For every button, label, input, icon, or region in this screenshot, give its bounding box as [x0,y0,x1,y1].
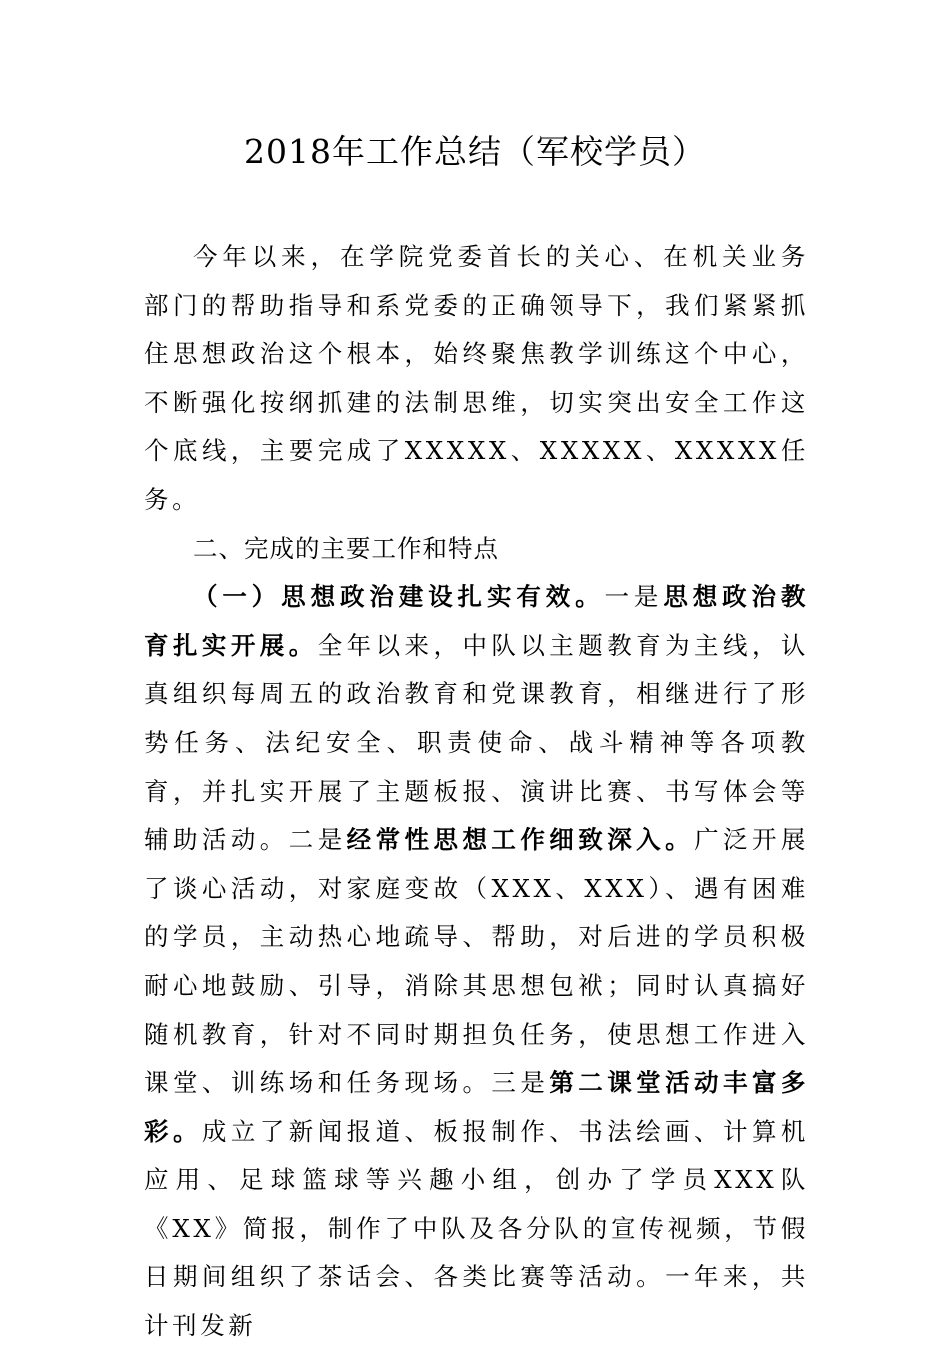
point3-lead: 三是 [491,1068,550,1098]
point1-bold: 思想政治教育扎实开展。 [144,582,810,660]
point1-text: 全年以来，中队以主题教育为主线，认真组织每周五的政治教育和党课教育，相继进行了形势任务、法纪安全、职责使命、战斗精神等各项教育，并扎实开展了主题板报、演讲比赛、书写体会等辅助活动。 [144,630,809,855]
point2-lead: 二是 [288,825,347,855]
section-heading: 二、完成的主要工作和特点 [193,533,499,563]
point3-text: 成立了新闻报道、板报制作、书法绘画、计算机应用、足球篮球等兴趣小组，创办了学员XXX队《XX》简报，制作了中队及各分队的宣传视频，节假日期间组织了茶话会、各类比赛等活动。一年来，共计刊发新 [144,1116,809,1341]
section1-paragraph [144,573,809,1351]
point3-bold: 第二课堂活动丰富多彩。 [144,1068,810,1146]
point2-text: 广泛开展了谈心活动，对家庭变故（XXX、XXX）、遇有困难的学员，主动热心地疏导、帮助，对后进的学员积极耐心地鼓励、引导，消除其思想包袱；同时认真搞好随机教育，针对不同时期担负任务，使思想工作进入课堂、训练场和任务现场。 [144,825,810,1098]
intro-paragraph: 今年以来，在学院党委首长的关心、在机关业务部门的帮助指导和系党委的正确领导下，我们紧紧抓住思想政治这个根本，始终聚焦教学训练这个中心，不断强化按纲抓建的法制思维，切实突出安全工作这个底线，主要完成了XXXXX、XXXXX、XXXXX任务。 [144,242,809,514]
document-body [144,233,809,1351]
section1-heading: （一）思想政治建设扎实有效。 [193,582,605,612]
point2-bold: 经常性思想工作细致深入。 [346,825,695,855]
point1-lead: 一是 [604,582,664,612]
document-title: 2018年工作总结（军校学员） [244,132,706,171]
